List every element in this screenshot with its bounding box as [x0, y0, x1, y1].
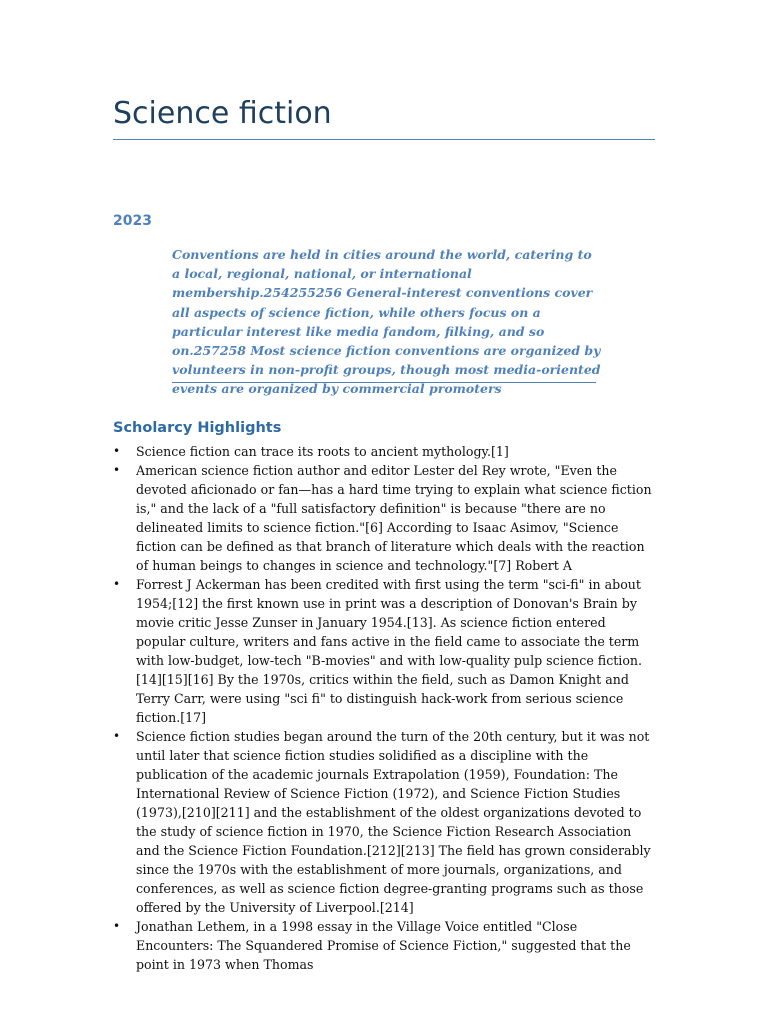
highlights-list: [113, 442, 658, 974]
section-heading: Scholarcy Highlights: [113, 420, 282, 436]
list-item-text: American science fiction author and editor Lester del Rey wrote, "Even the devoted aficionado or fan—has a hard time trying to explain what science fiction is," and the lack of a "full satisfactory definition" is because "there are no delineated limits to science fiction."[6] According to Isaac Asimov, "Science fiction can be defined as that branch of literature which deals with the reaction of human beings to changes in science and technology."[7] Robert A: [136, 463, 652, 573]
bullet-icon: •: [113, 577, 121, 591]
list-item: [113, 575, 658, 727]
list-item: [113, 727, 658, 917]
list-item: [113, 917, 658, 974]
list-item: [113, 461, 658, 575]
list-item-text: Science fiction studies began around the turn of the 20th century, but it was not until later that science fiction studies solidified as a discipline with the publication of the academic journals Extrapolation (1959), Foundation: The International Review of Science Fiction (1972), and Science Fiction Studies (1973),[210][211] and the establishment of the oldest organizations devoted to the study of science fiction in 1970, the Science Fiction Research Association and the Science Fiction Foundation.[212][213] The field has grown considerably since the 1970s with the establishment of more journals, organizations, and conferences, as well as science fiction degree-granting programs such as those offered by the University of Liverpool.[214]: [136, 729, 651, 915]
quote-divider: [172, 382, 596, 383]
bullet-icon: •: [113, 729, 121, 743]
list-item-text: Jonathan Lethem, in a 1998 essay in the Village Voice entitled "Close Encounters: The Squandered Promise of Science Fiction," suggested that the point in 1973 when Thomas: [136, 919, 631, 972]
list-item-text: Forrest J Ackerman has been credited with first using the term "sci-fi" in about 1954;[12] the first known use in print was a description of Donovan's Brain by movie critic Jesse Zunser in January 1954.[13]. As science fiction entered popular culture, writers and fans active in the field came to associate the term with low-budget, low-tech "B-movies" and with low-quality pulp science fiction.[14][15][16] By the 1970s, critics within the field, such as Damon Knight and Terry Carr, were using "sci fi" to distinguish hack-work from serious science fiction.[17]: [136, 577, 643, 725]
list-item: [113, 442, 658, 461]
title-divider: [113, 139, 655, 140]
quote-block: Conventions are held in cities around the world, catering to a local, regional, national, or international membership.254255256 General-interest conventions cover all aspects of science fiction, while others focus on a particular interest like media fandom, filking, and so on.257258 Most science fiction conventions are organized by volunteers in non-profit groups, though most media-oriented events are organized by commercial promoters: [172, 247, 601, 397]
list-item-text: Science fiction can trace its roots to ancient mythology.[1]: [136, 444, 509, 459]
bullet-icon: •: [113, 919, 121, 933]
page-title: Science fiction: [113, 96, 332, 131]
year-heading: 2023: [113, 213, 152, 229]
bullet-icon: •: [113, 463, 121, 477]
bullet-icon: •: [113, 444, 121, 458]
